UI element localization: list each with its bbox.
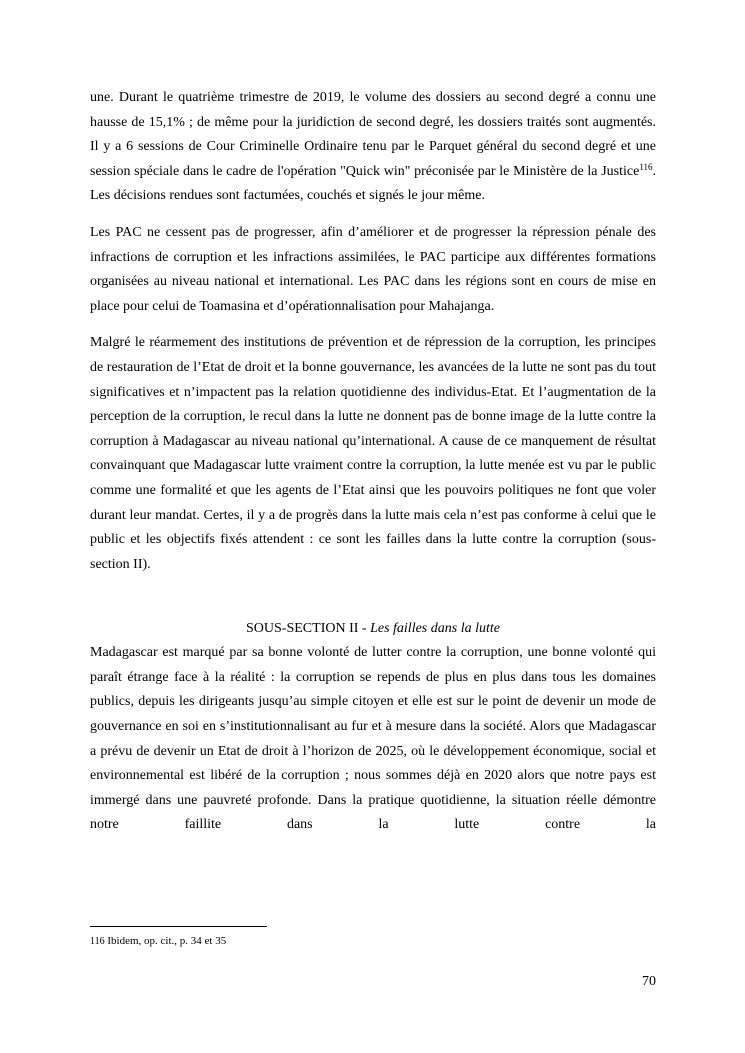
footnote-text: Ibidem, op. cit., p. 34 et 35 [104,935,227,947]
footnote-number: 116 [90,936,105,947]
paragraph-3: Malgré le réarmement des institutions de prévention et de répression de la corruption, les principes de restauration de l’Etat de droit et la bonne gouvernance, les avancées de la lutte ne sont pas du tout significatives et n’impactent pas la relation quotidienne des individus-Etat. Et l’augmentation de la perception de la corruption, le recul dans la lutte ne donnent pas de bonne image de la lutte contre la corruption à Madagascar au niveau national qu’international. A cause de ce manquement de résultat convainquant que Madagascar lutte vraiment contre la corruption, la lutte menée est vu par le public comme une formalité et que les agents de l’Etat ainsi que les pouvoirs politiques ne font que voler durant leur mandat. Certes, il y a de progrès dans la lutte mais cela n’est pas conforme à celui que le public et les objectifs fixés attendent : ce sont les failles dans la lutte contre la corruption (sous-section II). [90,335,656,572]
section-heading [90,617,656,641]
section-heading-prefix: SOUS-SECTION II - [246,621,371,637]
paragraph-1 [90,86,656,209]
footnote [90,934,226,949]
paragraph-1-text-end: . Les décisions rendues sont factumées, couchés et signés le jour même. [90,163,656,204]
footnote-separator [90,926,267,927]
footnote-reference[interactable]: 116 [639,161,653,172]
paragraph-1-text: une. Durant le quatrième trimestre de 2019, le volume des dossiers au second degré a connu une hausse de 15,1% ; de même pour la juridiction de second degré, les dossiers traités sont augmentés. Il y a 6 sessions de Cour Criminelle Ordinaire tenu par le Parquet général du second degré et une session spéciale dans le cadre de l'opération "Quick win" préconisée par le Ministère de la Justice [90,90,656,179]
paragraph-2: Les PAC ne cessent pas de progresser, afin d’améliorer et de progresser la répression pénale des infractions de corruption et les infractions assimilées, le PAC participe aux différentes formations organisées au niveau national et international. Les PAC dans les régions sont en cours de mise en place pour celui de Toamasina et d’opérationnalisation pour Mahajanga. [90,224,656,314]
page-body [90,86,656,850]
page-number: 70 [642,974,656,989]
paragraph-4: Madagascar est marqué par sa bonne volonté de lutter contre la corruption, une bonne volonté qui paraît étrange face à la réalité : la corruption se repends de plus en plus dans tous les domaines publics, depuis les dirigeants jusqu’au simple citoyen et elle est sur le point de devenir un mode de gouvernance en soi en s’institutionnalisant au fur et à mesure dans la société. Alors que Madagascar a prévu de devenir un Etat de droit à l’horizon de 2025, où le développement économique, social et environnemental est libéré de la corruption ; nous sommes déjà en 2020 alors que notre pays est immergé dans une pauvreté profonde. Dans la pratique quotidienne, la situation réelle démontre notre faillite dans la lutte contre la [90,645,656,833]
section-heading-title: Les failles dans la lutte [370,621,500,637]
